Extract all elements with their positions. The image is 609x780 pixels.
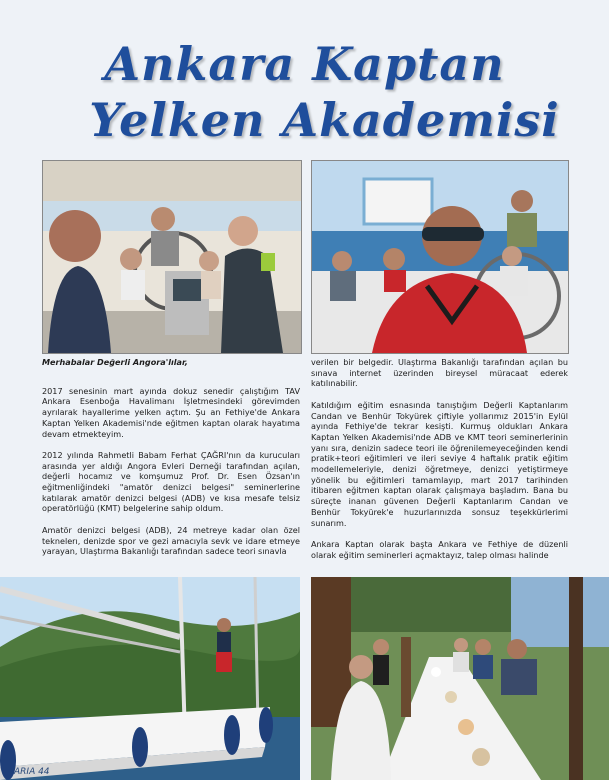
- photo-sailboat-marina: [0, 577, 300, 780]
- text-column-right: [311, 357, 568, 571]
- photo-group-dinner: [311, 577, 609, 780]
- greeting: Merhabalar Değerli Angora'lılar,: [42, 357, 188, 367]
- text-column-left: [42, 357, 300, 568]
- paragraph: verilen bir belgedir. Ulaştırma Bakanlığı tarafından açılan bu sınava internet üzerinden bireysel müracaat ederek katılınabilir.: [311, 357, 568, 389]
- paragraph: Ankara Kaptan olarak başta Ankara ve Fethiye de düzenli olarak eğitim seminerleri açmaktayız, talep olması halinde: [311, 538, 568, 560]
- photo-crew-at-helm: [42, 160, 302, 354]
- paragraph: Amatör denizci belgesi (ADB), 24 metreye kadar olan özel teknelerı, denizde spor ve gezi amacıyla sevk ve idare etmeye yarayan, Ulaştırma Bakanlığı tarafından sadece teori sınavla: [42, 524, 300, 557]
- paragraph: 2012 yılında Rahmetli Babam Ferhat ÇAĞRI'nın da kurucuları arasında yer aldığı Angora Evleri Derneği tarafından açılan, değerli hocamız ve komşumuz Prof. Dr. Esen Özsan'ın eğitmenliğindeki "amatör denizci belgesi" seminerlerine katılarak amatör denizci belgesi (ADB) ve kısa mesafe telsiz operatörlüğü (KMT) belgelerine sahip oldum.: [42, 449, 300, 514]
- boat-name-label: ARIA 44: [14, 767, 50, 777]
- paragraph: 2017 senesinin mart ayında dokuz senedir çalıştığım TAV Ankara Esenboğa Havalimanı İşletmesindeki görevimden ayrılarak hayallerime yelken açtım. Şu an Fethiye'de Ankara Kaptan Yelken Akademisi'nde eğitmen kaptan olarak hayatıma devam etmekteyim.: [42, 385, 300, 439]
- article-title-line-2: Yelken Akademisi: [89, 93, 560, 147]
- paragraph: Katıldığım eğitim esnasında tanıştığım Değerli Kaptanlarım Candan ve Benhür Tokyürek çiftiyle yollarımız 2015'in Eylül ayında Fethiye'de tekrar kesişti. Kurmuş oldukları Ankara Kaptan Yelken Akademisi'nde ADB ve KMT teori seminerlerinin yanı sıra, denizin sadece teori ile öğrenilemeyeceğinden kendi pratik+teori eğitimleri ve ileri seviye 4 haftalık pratik eğitim modellemeleriyle, denizi öğretmeye, denizci yetiştirmeye yönelik bu eğitimleri tamamlayıp, mart 2017 tarihinden itibaren eğitmen kaptan olarak çalışmaya başladım. Bana bu süreçte inanan güvenen Değerli Kaptanlarım Candan ve Benhür Tokyürek'e huzurlarınızda sonsuz teşekkürlerimi sunarım.: [311, 399, 568, 528]
- photo-sailor-on-deck: [311, 160, 569, 354]
- article-title-line-1: Ankara Kaptan: [104, 37, 505, 91]
